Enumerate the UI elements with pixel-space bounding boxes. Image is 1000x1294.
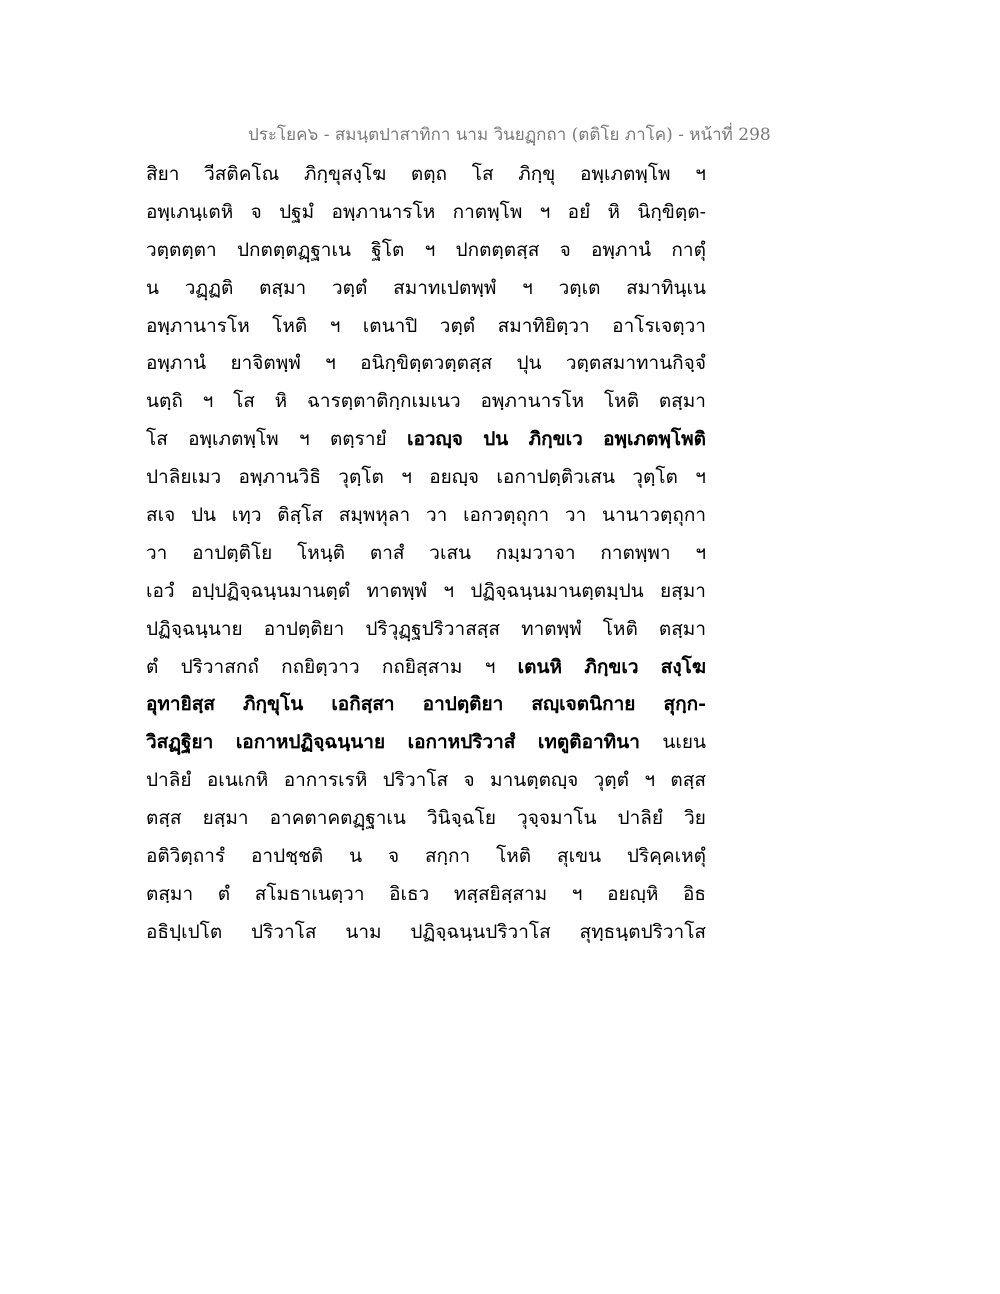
word: ปน	[190, 504, 217, 527]
word: วตฺตํ	[331, 276, 368, 299]
word: ปริวาโส	[251, 920, 317, 943]
word: วีสติคโณ	[204, 163, 280, 185]
text-line	[146, 459, 706, 497]
word: อพฺเภนฺเตหิ	[146, 200, 234, 223]
word: ตสฺส	[146, 807, 182, 830]
bold-word: สงฺโฆ	[660, 655, 706, 678]
bold-word: เทตูติอาทินา	[537, 731, 640, 754]
word: โส	[146, 428, 168, 451]
text-line	[146, 724, 706, 762]
word: กาตุํ	[671, 238, 706, 261]
bold-word: ปน	[483, 428, 509, 451]
text-line	[146, 270, 706, 308]
bold-word: เตนหิ	[517, 655, 563, 678]
word: ฯ	[695, 163, 706, 185]
word: ฯ	[202, 390, 214, 413]
word: อยํ	[567, 200, 591, 223]
word: วา	[425, 504, 448, 527]
word: ตตฺถ	[410, 163, 448, 185]
word: ฯ	[298, 428, 310, 451]
word: ปฏิจฺฉนฺนปริวาโส	[410, 920, 551, 943]
text-line	[146, 308, 706, 346]
word: โหติ	[602, 617, 638, 640]
text-line	[146, 838, 706, 876]
word: อพฺภานวิธิ	[238, 466, 321, 489]
word: อพฺเภตพฺโพ	[188, 428, 279, 451]
word: ปุน	[516, 352, 542, 375]
word: ฯ	[424, 238, 436, 261]
word: นตฺถิ	[146, 390, 183, 413]
word: ปาลิยํ	[146, 769, 192, 792]
bold-word: สญฺเจตนิกาย	[531, 693, 636, 716]
word: ปริคฺคเหตุํ	[626, 845, 706, 868]
word: วตฺตสมาทานกิจฺจํ	[565, 352, 706, 375]
text-line	[146, 232, 706, 270]
word: อธิปฺเปโต	[146, 920, 223, 943]
bold-word: วิสฏฺฐิยา	[146, 731, 214, 754]
text-line	[146, 383, 706, 421]
text-line	[146, 497, 706, 535]
word: สมาทิยิตฺวา	[497, 314, 590, 337]
word: ตสฺมา	[146, 882, 194, 905]
word: ฯ	[539, 200, 551, 223]
word: ปาลิยํ	[617, 807, 664, 830]
word: ภิกฺขุ	[518, 163, 556, 185]
word: ตตฺรายํ	[329, 428, 387, 451]
bold-word: เอกาหปริวาสํ	[407, 731, 516, 754]
word: ตสฺส	[670, 769, 706, 792]
word: สเจ	[146, 504, 176, 527]
text-line	[146, 194, 706, 232]
word: วิย	[684, 807, 706, 830]
word: อปฺปฏิจฺฉนฺนมานตฺตํ	[190, 579, 351, 602]
bold-word: ภิกฺขเว	[584, 655, 639, 678]
bold-word: เอกิสฺสา	[331, 693, 395, 716]
word: ฯ	[325, 352, 336, 375]
word: โส	[233, 390, 255, 413]
word: สกฺกา	[424, 845, 471, 868]
word: น	[349, 845, 363, 868]
word: มานตฺตญฺจ	[490, 769, 579, 792]
word: สโมธาเนตฺวา	[254, 882, 365, 905]
bold-word: อาปตฺติยา	[422, 693, 504, 716]
word: สุเขน	[556, 845, 602, 868]
word: อิเธว	[389, 882, 430, 905]
word: นิกฺขิตฺต-	[637, 200, 706, 223]
word: สิยา	[146, 163, 180, 185]
word: ติสฺโส	[277, 504, 323, 527]
text-line	[146, 686, 706, 724]
word: ปริวุฏฺฐปริวาสสฺส	[365, 617, 500, 640]
text-line	[146, 611, 706, 649]
word: ฯ	[443, 579, 455, 602]
word: อเนเกหิ	[206, 769, 269, 792]
text-line	[146, 649, 706, 687]
bold-word: ภิกฺขเว	[528, 428, 583, 451]
word: อาปตฺติโย	[192, 541, 273, 564]
word: วินิจฺฉโย	[426, 807, 497, 830]
running-header: ประโยค๖ - สมนฺตปาสาทิกา นาม วินยฏฺกถา (ตติโย ภาโค) - หน้าที่ 298	[248, 125, 771, 145]
word: วตฺตตฺตา	[146, 238, 217, 261]
bold-word: เอวญฺจ	[406, 428, 463, 451]
word: วา	[146, 541, 168, 564]
word: อพฺภานารโห	[331, 200, 436, 223]
word: ทาตพฺพํ	[521, 617, 582, 640]
word: ฯ	[329, 314, 341, 337]
word: วุตฺตํ	[593, 769, 629, 792]
word: จ	[463, 769, 475, 792]
word: กมฺมวาจา	[495, 541, 576, 564]
text-line	[146, 800, 706, 838]
word: อยญฺจ	[429, 466, 480, 489]
word: สมาทเปตพฺพํ	[393, 276, 497, 299]
word: โหติ	[496, 845, 532, 868]
bold-word: อพฺเภตพฺโพติ	[603, 428, 706, 451]
word: ฐิโต	[371, 238, 405, 261]
word: เตนาปิ	[362, 314, 418, 337]
text-line	[146, 762, 706, 800]
word: กถยิสฺสาม	[381, 655, 463, 678]
word: ตสฺมา	[658, 617, 706, 640]
word: วตฺตํ	[439, 314, 476, 337]
text-line	[146, 876, 706, 914]
word: ฯ	[644, 769, 656, 792]
word: สุทฺธนฺตปริวาโส	[579, 920, 706, 943]
word: เอกวตฺถุกา	[463, 504, 550, 527]
word: อาคตาคตฏฺฐาเน	[269, 807, 406, 830]
word: ตาสํ	[369, 541, 405, 564]
word: โส	[471, 163, 494, 185]
word: อพฺเภตพฺโพ	[580, 163, 671, 185]
word: นาม	[345, 920, 382, 943]
word: อพฺภานารโห	[146, 314, 250, 337]
word: อาปตฺติยา	[263, 617, 345, 640]
bold-word: อุทายิสฺส	[146, 693, 215, 716]
word: ฯ	[695, 541, 706, 564]
word: อพฺภานํ	[146, 352, 207, 375]
word: อนิกฺขิตฺตวตฺตสฺส	[360, 352, 493, 375]
word: ตํ	[217, 882, 231, 905]
word: เอกาปตฺติวเสน	[496, 466, 615, 489]
bold-word: สุกฺก-	[663, 693, 706, 716]
text-line	[146, 345, 706, 383]
word: ตํ	[146, 655, 159, 678]
word: หิ	[607, 200, 621, 223]
word: ฉารตฺตาติกฺกเมเนว	[306, 390, 461, 413]
word: สมฺพหุลา	[338, 504, 411, 527]
word: ปริวาโส	[382, 769, 449, 792]
word: ตสฺมา	[658, 390, 706, 413]
bold-word: ภิกฺขุโน	[243, 693, 304, 716]
word: ฯ	[522, 276, 533, 299]
word: อพฺภานารโห	[480, 390, 585, 413]
word: น	[146, 276, 159, 299]
word: วุจฺจมาโน	[517, 807, 597, 830]
word: ปฏิจฺฉนฺนมานตฺตมฺปน	[470, 579, 644, 602]
word: ฯ	[571, 882, 583, 905]
word: จ	[250, 200, 262, 223]
word: ฯ	[401, 466, 412, 489]
word: วตฺเต	[558, 276, 601, 299]
word: กาตพฺพา	[600, 541, 671, 564]
word: ปฏิจฺฉนฺนาย	[146, 617, 243, 640]
text-line	[146, 914, 706, 952]
word: อติวิตฺถารํ	[146, 845, 226, 868]
word: ปาลิยเมว	[146, 466, 222, 489]
word: ปฐมํ	[279, 200, 315, 223]
text-line	[146, 421, 706, 459]
word: ฯ	[695, 466, 706, 489]
text-line	[146, 535, 706, 573]
word: ปริวาสกถํ	[180, 655, 259, 678]
word: นเยน	[662, 731, 706, 754]
word: กถยิตฺวาว	[281, 655, 360, 678]
word: อาโรเจตฺวา	[612, 314, 706, 337]
word: โหติ	[272, 314, 308, 337]
word: ปกตตฺตฏฺฐาเน	[236, 238, 351, 261]
word: ฯ	[484, 655, 496, 678]
word: ตสฺมา	[259, 276, 307, 299]
word: โหติ	[603, 390, 640, 413]
word: วเสน	[429, 541, 472, 564]
word: เอวํ	[146, 579, 175, 602]
word: ยสฺมา	[660, 579, 706, 602]
word: จ	[559, 238, 571, 261]
word: ยสฺมา	[202, 807, 249, 830]
text-line	[146, 573, 706, 611]
bold-word: เอกาหปฏิจฺฉนฺนาย	[235, 731, 386, 754]
text-line	[146, 156, 706, 194]
word: ภิกฺขุสงฺโฆ	[303, 163, 387, 185]
word: อยญฺหิ	[607, 882, 659, 905]
word: กาตพฺโพ	[452, 200, 523, 223]
word: สมาทินฺเน	[626, 276, 706, 299]
word: ยาจิตพฺพํ	[230, 352, 301, 375]
word: หิ	[274, 390, 288, 413]
word: โหนฺติ	[297, 541, 346, 564]
word: วฏฺฏติ	[184, 276, 234, 299]
word: วา	[564, 504, 587, 527]
word: อาปชฺชติ	[250, 845, 324, 868]
word: อาการเรหิ	[283, 769, 368, 792]
word: อพฺภานํ	[591, 238, 652, 261]
word: เทฺว	[231, 504, 262, 527]
word: ทาตพฺพํ	[366, 579, 428, 602]
word: วุตฺโต	[338, 466, 384, 489]
word: อิธ	[682, 882, 706, 905]
word: ทสฺสยิสฺสาม	[453, 882, 548, 905]
word: นานาวตฺถุกา	[602, 504, 706, 527]
word: วุตฺโต	[632, 466, 678, 489]
body-text	[146, 156, 706, 952]
word: จ	[387, 845, 400, 868]
word: ปกตตฺตสฺส	[455, 238, 540, 261]
